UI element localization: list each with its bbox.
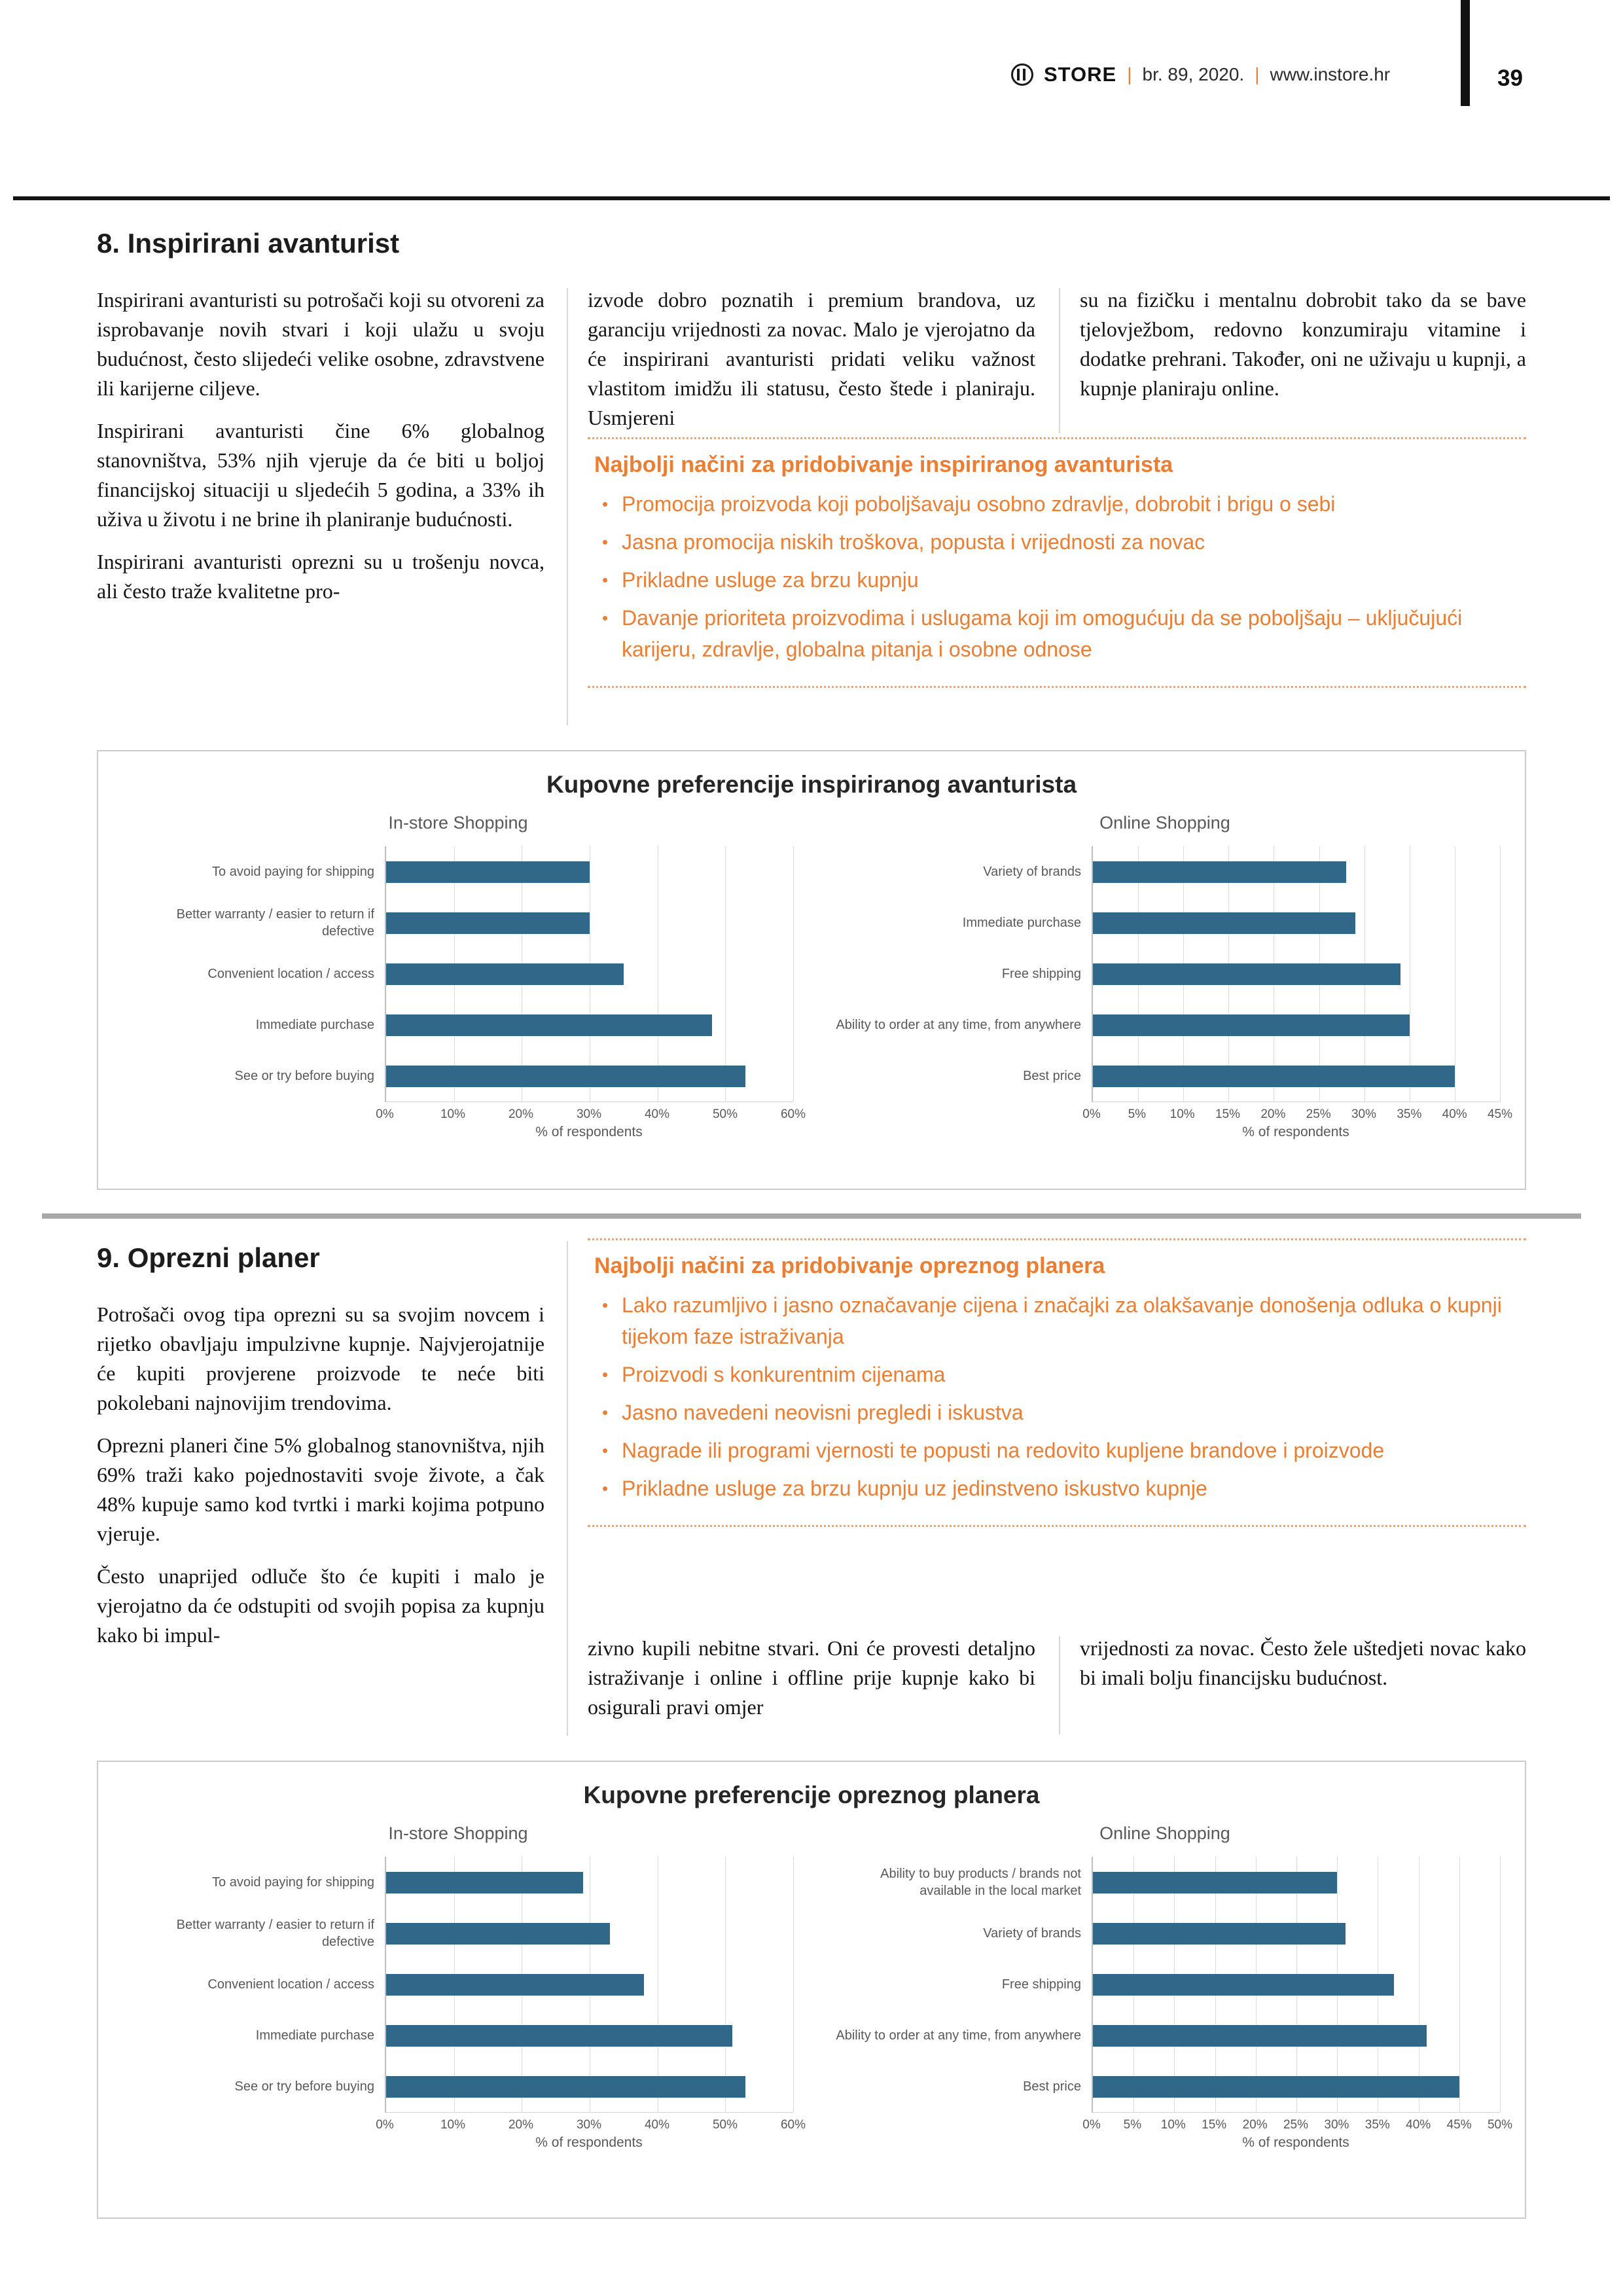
x-tick-label: 5% xyxy=(1123,2118,1142,2132)
plot-area xyxy=(123,1857,793,2113)
x-axis xyxy=(123,1102,806,1124)
chart-panel-instore xyxy=(123,1823,806,2151)
x-tick-label: 10% xyxy=(1169,1107,1195,1121)
plot-grid xyxy=(1092,1857,1500,2113)
callout-bullet: • Nagrade ili programi vjernosti te popusti na redovito kupljene brandove i proizvode xyxy=(594,1435,1520,1466)
category-labels xyxy=(830,1857,1092,2113)
paragraph: su na fizičku i mentalnu dobrobit tako da se bave tjelovježbom, redovno konzumiraju vitamine i dodatke prehrani. Također, oni ne uživaju u kupnji, a kupnje planiraju online. xyxy=(1080,288,1526,400)
callout-bullet-list xyxy=(594,488,1520,665)
paragraph: Inspirirani avanturisti čine 6% globalnog stanovništva, 53% njih vjeruje da će biti u boljoj financijskoj situaciji u sljedećih 5 godina, a 33% ih uživa u životu i ne brine ih planiranje budućnosti. xyxy=(97,419,544,531)
bar xyxy=(1093,1974,1394,1996)
category-labels xyxy=(830,846,1092,1102)
plot-area xyxy=(830,1857,1500,2113)
plot-grid xyxy=(1092,846,1500,1102)
header-separator: | xyxy=(1127,64,1132,84)
x-axis xyxy=(123,2113,806,2135)
x-tick-label: 40% xyxy=(1442,1107,1467,1121)
column-divider xyxy=(1059,288,1060,433)
callout-bullet: • Proizvodi s konkurentnim cijenama xyxy=(594,1359,1520,1390)
x-tick-label: 45% xyxy=(1487,1107,1513,1121)
x-tick-label: 20% xyxy=(508,1107,534,1121)
bar xyxy=(386,1066,745,1087)
page-header xyxy=(1011,63,1390,86)
chart-title: Kupovne preferencije opreznog planera xyxy=(583,1782,1040,1808)
x-axis-title: % of respondents xyxy=(535,2135,643,2150)
paragraph: vrijednosti za novac. Često žele uštedjeti novac kako bi imali bolju financijsku budućnost. xyxy=(1080,1636,1526,1689)
x-tick-label: 50% xyxy=(712,1107,738,1121)
callout-bullet: • Prikladne usluge za brzu kupnju xyxy=(594,564,1520,596)
gridline xyxy=(793,846,794,1102)
callout-bullet: • Davanje prioriteta proizvodima i uslugama koji im omogućuju da se poboljšaju – uključujući karijeru, zdravlje, globalna pitanja i osobne odnose xyxy=(594,602,1520,665)
category-label: See or try before buying xyxy=(234,2079,374,2094)
category-label: Better warranty / easier to return if defective xyxy=(176,907,374,939)
bar-row xyxy=(1093,999,1500,1050)
column-divider xyxy=(1059,1636,1060,1734)
x-tick-label: 10% xyxy=(1160,2118,1186,2132)
bar xyxy=(386,1014,712,1036)
callout-bullet-list xyxy=(594,1289,1520,1504)
category-label: Convenient location / access xyxy=(207,967,374,981)
chart-subtitle: Online Shopping xyxy=(1099,813,1230,833)
website-url: www.instore.hr xyxy=(1270,64,1391,84)
x-tick-label: 20% xyxy=(1260,1107,1286,1121)
x-tick-label: 25% xyxy=(1306,1107,1331,1121)
header-rule xyxy=(13,196,1610,200)
callout-bullet: • Jasna promocija niskih troškova, popusta i vrijednosti za novac xyxy=(594,526,1520,558)
category-label: Free shipping xyxy=(1001,1977,1081,1992)
category-label: Variety of brands xyxy=(983,1926,1081,1941)
x-tick-label: 40% xyxy=(644,1107,670,1121)
paragraph: zivno kupili nebitne stvari. Oni će provesti detaljno istraživanje i online i offline prije kupnje kako bi osigurali pravi omjer xyxy=(588,1636,1035,1719)
column-divider xyxy=(567,1241,568,1736)
paragraph: Potrošači ovog tipa oprezni su sa svojim novcem i rijetko obavljaju impulzivne kupnje. Najvjerojatnije će kupiti provjerene proizvode te neće biti pokolebani najnovijim trendovima. xyxy=(97,1302,544,1414)
gridline xyxy=(793,1857,794,2112)
plot-area xyxy=(830,846,1500,1102)
x-tick-label: 15% xyxy=(1215,1107,1241,1121)
category-label: Best price xyxy=(1023,2079,1081,2094)
x-tick-label: 40% xyxy=(644,2118,670,2132)
x-tick-label: 30% xyxy=(1324,2118,1349,2132)
x-tick-label: 5% xyxy=(1128,1107,1147,1121)
x-tick-label: 35% xyxy=(1397,1107,1422,1121)
x-tick-label: 45% xyxy=(1446,2118,1472,2132)
category-label: Better warranty / easier to return if defective xyxy=(176,1918,374,1949)
bar-row xyxy=(1093,846,1500,897)
gridline xyxy=(725,846,726,1102)
category-label: Immediate purchase xyxy=(255,1018,374,1032)
gridline xyxy=(725,1857,726,2112)
bar xyxy=(1093,1066,1455,1087)
bar xyxy=(386,2076,745,2098)
category-label: See or try before buying xyxy=(234,1069,374,1083)
chart-panels xyxy=(123,1823,1513,2151)
chart-box-inspirirani xyxy=(97,750,1526,1190)
bar xyxy=(386,1974,644,1996)
bar xyxy=(386,1872,583,1893)
page-number: 39 xyxy=(1497,65,1523,91)
x-tick-label: 30% xyxy=(1351,1107,1377,1121)
column-divider xyxy=(567,288,568,725)
category-label: Immediate purchase xyxy=(255,2028,374,2043)
bar xyxy=(386,861,590,883)
bar xyxy=(1093,1014,1410,1036)
bar-row xyxy=(1093,948,1500,999)
chart-panels xyxy=(123,813,1513,1140)
x-tick-label: 15% xyxy=(1202,2118,1227,2132)
plot-grid xyxy=(385,1857,793,2113)
category-label: Ability to buy products / brands not available in the local market xyxy=(880,1867,1081,1898)
callout-bullet: • Lako razumljivo i jasno označavanje cijena i značajki za olakšavanje donošenja odluka o kupnji tijekom faze istraživanja xyxy=(594,1289,1520,1352)
x-axis xyxy=(830,1102,1513,1124)
callout-inspirirani-avanturist xyxy=(588,437,1526,688)
category-labels xyxy=(123,846,385,1102)
x-tick-label: 60% xyxy=(780,2118,806,2132)
bar xyxy=(1093,912,1355,934)
category-label: Ability to order at any time, from anywhere xyxy=(836,2028,1081,2043)
x-tick-label: 0% xyxy=(376,2118,394,2132)
bar xyxy=(1093,1923,1346,1945)
chart-subtitle: Online Shopping xyxy=(1099,1823,1230,1843)
category-labels xyxy=(123,1857,385,2113)
paragraph: izvode dobro poznatih i premium brandova, uz garanciju vrijednosti za novac. Malo je vjerojatno da će inspirirani avanturisti pridati veliku važnost vlastitom imidžu ili statusu, često štede i planiraju. Usmjereni xyxy=(588,288,1035,429)
section-8-column-3 xyxy=(1080,285,1526,416)
section-9-column-1 xyxy=(97,1300,544,1663)
bar xyxy=(1093,2025,1427,2047)
x-tick-label: 30% xyxy=(576,1107,602,1121)
issue-label: br. 89, 2020. xyxy=(1142,64,1245,84)
section-8-heading: 8. Inspirirani avanturist xyxy=(97,228,400,259)
callout-bullet: • Prikladne usluge za brzu kupnju uz jedinstveno iskustvo kupnje xyxy=(594,1473,1520,1504)
x-tick-label: 20% xyxy=(508,2118,534,2132)
x-tick-label: 0% xyxy=(1082,2118,1101,2132)
section-divider xyxy=(42,1213,1581,1219)
chart-panel-online xyxy=(830,813,1513,1140)
category-label: Variety of brands xyxy=(983,865,1081,879)
x-tick-label: 60% xyxy=(780,1107,806,1121)
chart-subtitle: In-store Shopping xyxy=(388,1823,528,1843)
callout-oprezni-planer xyxy=(588,1238,1526,1527)
brand-name: STORE xyxy=(1044,63,1117,86)
callout-title: Najbolji načini za pridobivanje opreznog planera xyxy=(594,1253,1105,1278)
plot-grid xyxy=(385,846,793,1102)
chart-title: Kupovne preferencije inspiriranog avanturista xyxy=(546,771,1077,798)
category-label: To avoid paying for shipping xyxy=(212,865,374,879)
category-label: To avoid paying for shipping xyxy=(212,1875,374,1890)
x-tick-label: 50% xyxy=(1487,2118,1513,2132)
section-8-column-2 xyxy=(588,285,1035,446)
x-axis xyxy=(830,2113,1513,2135)
bar xyxy=(386,2025,732,2047)
bar-row xyxy=(1093,897,1500,948)
chart-box-oprezni xyxy=(97,1761,1526,2219)
bar xyxy=(386,912,590,934)
paragraph: Inspirirani avanturisti oprezni su u trošenju novca, ali često traže kvalitetne pro- xyxy=(97,550,544,603)
paragraph: Inspirirani avanturisti su potrošači koji su otvoreni za isprobavanje novih stvari i koji ulažu u svoju budućnost, često slijedeći velike osobne, zdravstvene ili karijerne ciljeve. xyxy=(97,288,544,400)
x-axis-title: % of respondents xyxy=(535,1124,643,1139)
bar xyxy=(1093,2076,1459,2098)
category-label: Best price xyxy=(1023,1069,1081,1083)
store-logo-icon xyxy=(1011,63,1033,86)
category-label: Convenient location / access xyxy=(207,1977,374,1992)
gridline xyxy=(1500,846,1501,1102)
x-axis-title: % of respondents xyxy=(1242,1124,1349,1139)
section-9-heading: 9. Oprezni planer xyxy=(97,1242,320,1273)
bar-row xyxy=(1093,1050,1500,1102)
x-tick-label: 20% xyxy=(1242,2118,1268,2132)
x-tick-label: 30% xyxy=(576,2118,602,2132)
callout-title: Najbolji načini za pridobivanje inspiriranog avanturista xyxy=(594,452,1173,477)
section-9-column-3 xyxy=(1080,1634,1526,1706)
bar xyxy=(1093,1872,1337,1893)
callout-bullet: • Jasno navedeni neovisni pregledi i iskustva xyxy=(594,1397,1520,1428)
chart-subtitle: In-store Shopping xyxy=(388,813,528,833)
x-tick-label: 0% xyxy=(376,1107,394,1121)
x-tick-label: 35% xyxy=(1364,2118,1390,2132)
section-8-column-1 xyxy=(97,285,544,619)
gridline xyxy=(1500,1857,1501,2112)
chart-panel-online xyxy=(830,1823,1513,2151)
category-label: Immediate purchase xyxy=(962,916,1081,930)
category-label: Ability to order at any time, from anywhere xyxy=(836,1018,1081,1032)
paragraph: Često unaprijed odluče što će kupiti i malo je vjerojatno da će odstupiti od svojih popisa za kupnju kako bi impul- xyxy=(97,1564,544,1647)
section-9-column-2 xyxy=(588,1634,1035,1735)
chart-panel-instore xyxy=(123,813,806,1140)
header-separator: | xyxy=(1255,64,1260,84)
corner-bar xyxy=(1461,0,1470,106)
bar xyxy=(1093,861,1346,883)
x-tick-label: 0% xyxy=(1082,1107,1101,1121)
x-tick-label: 10% xyxy=(440,2118,466,2132)
category-label: Free shipping xyxy=(1001,967,1081,981)
bar xyxy=(386,1923,610,1945)
x-tick-label: 50% xyxy=(712,2118,738,2132)
callout-bullet: • Promocija proizvoda koji poboljšavaju osobno zdravlje, dobrobit i brigu o sebi xyxy=(594,488,1520,520)
x-tick-label: 10% xyxy=(440,1107,466,1121)
bar xyxy=(1093,963,1400,985)
x-tick-label: 25% xyxy=(1283,2118,1309,2132)
gridline xyxy=(1459,1857,1460,2112)
bar xyxy=(386,963,624,985)
paragraph: Oprezni planeri čine 5% globalnog stanovništva, njih 69% traži kako pojednostaviti svoje živote, a čak 48% kupuje samo kod tvrtki i marki kojima potpuno vjeruje. xyxy=(97,1433,544,1545)
plot-area xyxy=(123,846,793,1102)
x-axis-title: % of respondents xyxy=(1242,2135,1349,2150)
x-tick-label: 40% xyxy=(1406,2118,1431,2132)
